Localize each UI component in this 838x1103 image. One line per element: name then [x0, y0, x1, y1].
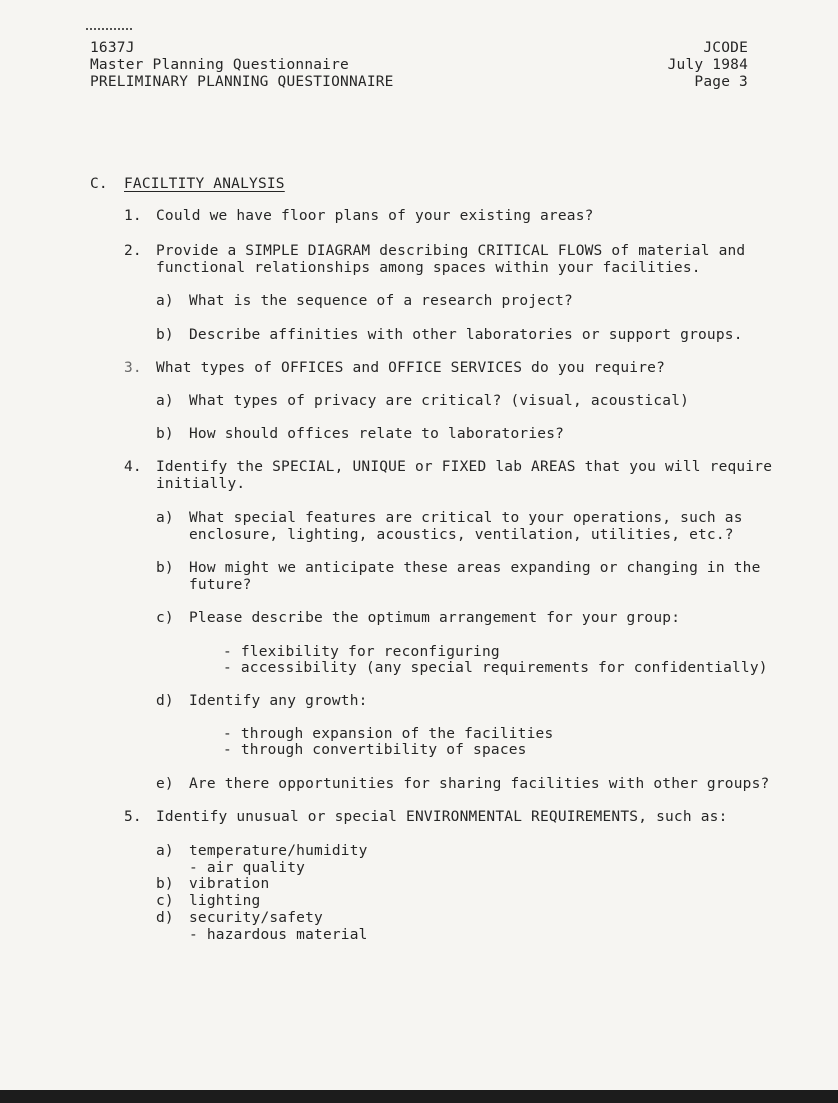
sub-item-text: Describe affinities with other laboratories or support groups.	[189, 327, 743, 343]
item-text: Identify the SPECIAL, UNIQUE or FIXED lab AREAS that you will require	[156, 459, 773, 475]
item-text: initially.	[156, 476, 246, 492]
section-letter: C.	[90, 176, 108, 192]
sub-item-text: How should offices relate to laboratories?	[189, 426, 565, 442]
sub-item-label: b)	[156, 327, 174, 343]
bullet-text: - flexibility for reconfiguring	[223, 644, 500, 660]
sub-item-label: a)	[156, 293, 174, 309]
bullet-text: - through expansion of the facilities	[223, 726, 554, 742]
doc-subtitle: PRELIMINARY PLANNING QUESTIONNAIRE	[90, 74, 394, 90]
sub-item-text: security/safety	[189, 910, 323, 926]
doc-title: Master Planning Questionnaire	[90, 57, 349, 73]
scan-artifact	[86, 28, 132, 36]
item-text: functional relationships among spaces within your facilities.	[156, 260, 701, 276]
sub-item-text: enclosure, lighting, acoustics, ventilation, utilities, etc.?	[189, 527, 734, 543]
sub-item-text: Are there opportunities for sharing facilities with other groups?	[189, 776, 770, 792]
sub-item-text: Please describe the optimum arrangement for your group:	[189, 610, 681, 626]
item-number: 5.	[124, 809, 142, 825]
sub-item-label: b)	[156, 426, 174, 442]
item-number: 1.	[124, 208, 142, 224]
sub-item-text: Identify any growth:	[189, 693, 368, 709]
item-text: Provide a SIMPLE DIAGRAM describing CRITICAL FLOWS of material and	[156, 243, 746, 259]
sub-item-label: d)	[156, 910, 174, 926]
sub-item-text: lighting	[189, 893, 261, 909]
sub-item-text: - hazardous material	[189, 927, 368, 943]
sub-item-text: vibration	[189, 876, 270, 892]
bullet-text: - accessibility (any special requirements for confidentially)	[223, 660, 768, 676]
sub-item-text: What types of privacy are critical? (visual, acoustical)	[189, 393, 690, 409]
doc-id: 1637J	[90, 40, 135, 56]
scan-edge	[0, 1090, 838, 1103]
sub-item-text: How might we anticipate these areas expanding or changing in the	[189, 560, 761, 576]
item-number: 2.	[124, 243, 142, 259]
item-number: 3.	[124, 360, 142, 376]
section-title: FACILTITY ANALYSIS	[124, 176, 285, 192]
sub-item-label: a)	[156, 843, 174, 859]
sub-item-label: d)	[156, 693, 174, 709]
sub-item-label: e)	[156, 776, 174, 792]
sub-item-label: b)	[156, 560, 174, 576]
sub-item-text: What special features are critical to your operations, such as	[189, 510, 743, 526]
item-text: Identify unusual or special ENVIRONMENTAL REQUIREMENTS, such as:	[156, 809, 728, 825]
sub-item-label: a)	[156, 393, 174, 409]
item-text: What types of OFFICES and OFFICE SERVICES do you require?	[156, 360, 665, 376]
sub-item-text: What is the sequence of a research project?	[189, 293, 573, 309]
sub-item-label: b)	[156, 876, 174, 892]
sub-item-label: a)	[156, 510, 174, 526]
sub-item-text: future?	[189, 577, 252, 593]
bullet-text: - through convertibility of spaces	[223, 742, 527, 758]
sub-item-text: - air quality	[189, 860, 306, 876]
item-text: Could we have floor plans of your existing areas?	[156, 208, 594, 224]
item-number: 4.	[124, 459, 142, 475]
sub-item-label: c)	[156, 893, 174, 909]
doc-code: JCODE	[703, 40, 748, 56]
page-number: Page 3	[694, 74, 748, 90]
sub-item-text: temperature/humidity	[189, 843, 368, 859]
sub-item-label: c)	[156, 610, 174, 626]
doc-date: July 1984	[667, 57, 748, 73]
